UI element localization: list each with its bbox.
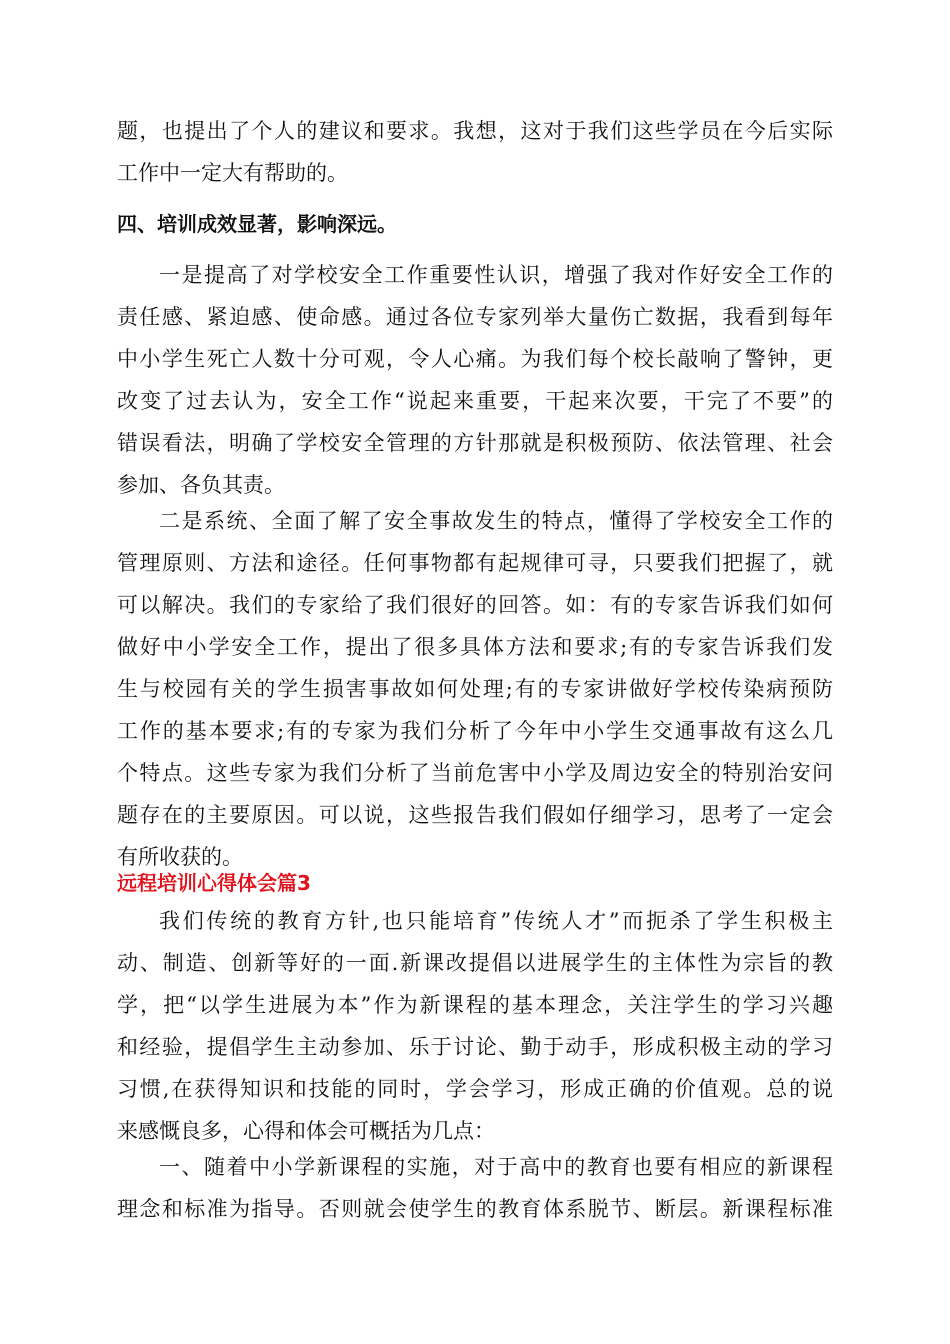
- text-line: 工作的基本要求;有的专家为我们分析了今年中小学生交通事故有这么几: [117, 719, 833, 743]
- text-line: 理念和标准为指导。否则就会使学生的教育体系脱节、断层。新课程标准: [117, 1197, 833, 1221]
- text-line: 一是提高了对学校安全工作重要性认识，增强了我对作好安全工作的: [159, 263, 833, 287]
- text-line: 中小学生死亡人数十分可观，令人心痛。为我们每个校长敲响了警钟，更: [117, 347, 833, 371]
- text-line: 和经验，提倡学生主动参加、乐于讨论、勤于动手，形成积极主动的学习: [117, 1035, 833, 1059]
- text-line: 生与校园有关的学生损害事故如何处理;有的专家讲做好学校传染病预防: [117, 677, 833, 701]
- text-line: 来感慨良多，心得和体会可概括为几点：: [117, 1119, 495, 1143]
- text-line: 做好中小学安全工作，提出了很多具体方法和要求;有的专家告诉我们发: [117, 635, 833, 659]
- text-line: 我们传统的教育方针,也只能培育”传统人才”而扼杀了学生积极主: [159, 909, 833, 933]
- text-line: 一、随着中小学新课程的实施，对于高中的教育也要有相应的新课程: [159, 1155, 833, 1179]
- paragraph-continuation: [117, 110, 833, 194]
- paragraph-accident-characteristics: [117, 500, 833, 878]
- text-line: 错误看法，明确了学校安全管理的方针那就是积极预防、依法管理、社会: [117, 431, 833, 455]
- section-heading: 四、培训成效显著，影响深远。: [117, 212, 397, 236]
- text-line: 动、制造、创新等好的一面.新课改提倡以进展学生的主体性为宗旨的教: [117, 951, 833, 975]
- text-line: 改变了过去认为，安全工作“说起来重要，干起来次要，干完了不要”的: [117, 389, 833, 413]
- text-line: 可以解决。我们的专家给了我们很好的回答。如：有的专家告诉我们如何: [117, 593, 833, 617]
- text-line: 工作中一定大有帮助的。: [117, 161, 348, 185]
- text-line: 题存在的主要原因。可以说，这些报告我们假如仔细学习，思考了一定会: [117, 803, 833, 827]
- paragraph-education-policy: [117, 900, 833, 1152]
- paragraph-new-curriculum: [117, 1146, 833, 1230]
- text-line: 习惯,在获得知识和技能的同时，学会学习，形成正确的价值观。总的说: [117, 1077, 833, 1101]
- text-line: 管理原则、方法和途径。任何事物都有起规律可寻，只要我们把握了，就: [117, 551, 833, 575]
- article-title: 远程培训心得体会篇3: [117, 871, 311, 895]
- text-line: 个特点。这些专家为我们分析了当前危害中小学及周边安全的特别治安问: [117, 761, 833, 785]
- text-line: 二是系统、全面了解了安全事故发生的特点，懂得了学校安全工作的: [159, 509, 833, 533]
- text-line: 学，把“以学生进展为本”作为新课程的基本理念，关注学生的学习兴趣: [117, 993, 833, 1017]
- text-line: 有所收获的。: [117, 845, 243, 869]
- paragraph-safety-awareness: [117, 254, 833, 506]
- text-line: 题，也提出了个人的建议和要求。我想，这对于我们这些学员在今后实际: [117, 119, 833, 143]
- text-line: 责任感、紧迫感、使命感。通过各位专家列举大量伤亡数据，我看到每年: [117, 305, 833, 329]
- text-line: 参加、各负其责。: [117, 473, 285, 497]
